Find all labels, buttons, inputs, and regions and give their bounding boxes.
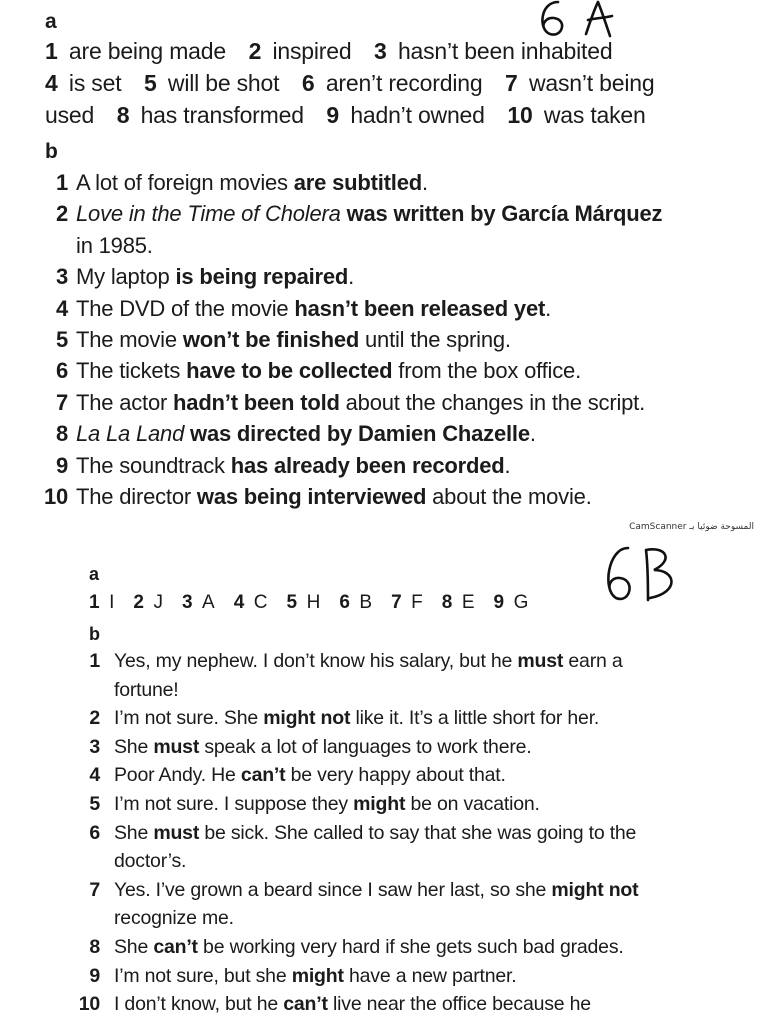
answer-text: E (461, 592, 475, 613)
part-a-answer-line (45, 102, 646, 129)
item-number: 8 (55, 421, 68, 447)
answer-text: has transformed (140, 102, 304, 128)
plain-text: . (504, 452, 511, 478)
plain-text: Yes, my nephew. I don’t know his salary, but he (114, 650, 518, 672)
plain-text: earn a (563, 650, 623, 672)
answer-number: 4 (45, 70, 58, 96)
item-text (114, 822, 636, 845)
bold-answer: must (153, 821, 200, 844)
answer-number: 9 (493, 592, 505, 613)
answer-text: hasn’t been inhabited (397, 38, 613, 64)
item-number: 9 (89, 964, 100, 987)
plain-text: The movie (76, 327, 183, 352)
answer-text: F (411, 592, 423, 613)
answer-text: B (359, 592, 373, 613)
bold-answer: hasn’t been released yet (294, 295, 546, 321)
item-number: 3 (55, 264, 68, 290)
answer-number: 1 (89, 592, 100, 613)
bold-answer: has already been recorded (230, 452, 505, 478)
answer-number: 8 (441, 592, 453, 613)
plain-text: . (545, 295, 552, 321)
plain-text: The tickets (76, 358, 187, 384)
answer-number: 1 (45, 38, 58, 64)
item-text (76, 233, 153, 259)
answer-text: A (202, 592, 215, 613)
item-number: 2 (55, 201, 68, 227)
plain-text: A lot of foreign movies (76, 170, 294, 195)
answer-text: is set (68, 70, 122, 96)
answer-number: 3 (374, 38, 387, 64)
bold-answer: might (353, 793, 406, 815)
answer-text: J (153, 592, 163, 613)
camscanner-watermark: المسوحة ضوئيا بـ CamScanner (629, 522, 754, 532)
plain-text: The soundtrack (76, 452, 231, 478)
item-text (114, 650, 623, 673)
item-text (114, 679, 179, 702)
plain-text: from the box office. (392, 358, 581, 384)
item-number: 7 (55, 389, 68, 415)
plain-text: speak a lot of languages to work there. (199, 735, 532, 758)
item-number: 2 (89, 707, 100, 730)
plain-text: about the changes in the script. (339, 389, 646, 415)
plain-text: I’m not sure. I suppose they (114, 793, 354, 815)
answer-number: 2 (248, 38, 262, 64)
part-b-letter: b (45, 140, 58, 163)
bold-answer: was directed by Damien Chazelle (190, 421, 530, 447)
bold-answer: can’t (283, 993, 328, 1016)
part-a-answer-line (45, 38, 612, 65)
bold-answer: was being interviewed (196, 484, 427, 509)
bold-answer: is being repaired (175, 264, 349, 290)
item-text (114, 850, 186, 873)
plain-text: be very happy about that. (285, 764, 506, 787)
item-text (114, 965, 516, 988)
item-text (76, 390, 645, 416)
answer-number: 4 (233, 592, 245, 613)
answer-number: 2 (133, 592, 144, 613)
bold-answer: was written by García Márquez (346, 201, 663, 227)
item-text (76, 421, 536, 447)
plain-text: I don’t know, but he (114, 993, 284, 1016)
item-number: 8 (89, 936, 100, 958)
plain-text: have a new partner. (343, 964, 517, 987)
answer-text: used (45, 102, 95, 128)
bold-answer: won’t be finished (182, 327, 360, 352)
item-text (76, 201, 662, 227)
item-number: 7 (89, 878, 100, 901)
item-text (76, 264, 354, 290)
answer-text: will be shot (167, 70, 280, 96)
bold-answer: are subtitled (293, 170, 422, 195)
item-text (76, 358, 581, 384)
answer-text: aren’t recording (325, 70, 483, 96)
answer-page-6b (0, 520, 768, 1024)
item-number: 3 (89, 735, 100, 758)
plain-text: The actor (76, 389, 174, 415)
answer-number: 10 (507, 102, 533, 128)
bold-answer: can’t (240, 764, 286, 787)
italic-title: Love in the Time of Cholera (76, 201, 341, 227)
bold-answer: must (517, 650, 564, 672)
plain-text: The DVD of the movie (76, 295, 295, 321)
answer-text: G (513, 592, 529, 613)
italic-title: La La Land (76, 421, 185, 447)
bold-answer: might (291, 964, 344, 987)
plain-text: fortune! (114, 678, 179, 701)
item-number: 10 (44, 484, 69, 509)
bold-answer: can’t (153, 936, 198, 958)
plain-text: in 1985. (76, 232, 153, 258)
part-a-letter: a (45, 10, 57, 33)
item-text (76, 296, 551, 322)
item-number: 6 (55, 358, 68, 384)
answer-text: hadn’t owned (350, 102, 485, 128)
item-text (114, 879, 638, 902)
plain-text: be on vacation. (405, 793, 540, 815)
item-number: 4 (55, 295, 68, 321)
item-number: 4 (89, 764, 100, 787)
item-text (76, 453, 510, 479)
item-text (76, 327, 511, 353)
answer-number: 9 (326, 102, 339, 128)
plain-text: live near the office because he (327, 993, 591, 1016)
answer-number: 5 (286, 592, 298, 613)
handwritten-label-6b (598, 544, 684, 606)
item-number: 9 (55, 452, 68, 478)
item-number: 1 (89, 650, 100, 672)
plain-text: The director (76, 484, 197, 509)
plain-text: . (421, 170, 428, 195)
item-text (114, 993, 591, 1016)
item-number: 1 (55, 170, 68, 195)
answer-number: 5 (144, 70, 157, 96)
bold-answer: have to be collected (186, 358, 393, 384)
answer-number: 6 (339, 592, 350, 613)
answer-text: are being made (68, 38, 226, 64)
answer-text: inspired (272, 38, 352, 64)
part-a-answer-line (45, 70, 654, 97)
answer-number: 6 (301, 70, 315, 96)
plain-text: My laptop (76, 264, 176, 290)
item-text (76, 484, 592, 510)
plain-text: be working very hard if she gets such bad grades. (197, 936, 624, 958)
plain-text: I’m not sure, but she (114, 964, 292, 987)
plain-text: about the movie. (426, 484, 592, 509)
item-number: 10 (78, 993, 100, 1016)
plain-text: She (114, 735, 154, 758)
plain-text: She (114, 936, 154, 958)
answer-number: 7 (505, 70, 518, 96)
plain-text: like it. It’s a little short for her. (350, 707, 600, 730)
item-text (114, 936, 624, 959)
item-text (76, 170, 428, 196)
plain-text: until the spring. (359, 327, 511, 352)
part-b-letter: b (89, 624, 100, 644)
bold-answer: hadn’t been told (173, 389, 340, 415)
part-a-answer-line (89, 592, 528, 614)
item-text (114, 736, 532, 759)
plain-text: be sick. She called to say that she was going to the (199, 821, 637, 844)
answer-text: I (109, 592, 115, 613)
item-text (114, 707, 599, 730)
plain-text: Yes. I’ve grown a beard since I saw her last, so she (114, 878, 552, 901)
part-a-letter: a (89, 564, 100, 584)
plain-text: . (529, 421, 536, 447)
answer-text: H (306, 592, 321, 613)
plain-text: doctor’s. (114, 850, 187, 873)
bold-answer: must (153, 735, 200, 758)
answer-number: 7 (391, 592, 402, 613)
item-text (114, 793, 540, 816)
bold-answer: might not (551, 878, 639, 901)
item-text (114, 907, 234, 930)
answer-text: was taken (543, 102, 646, 128)
plain-text: Poor Andy. He (114, 764, 241, 787)
bold-answer: might not (263, 707, 351, 730)
item-number: 6 (89, 821, 100, 844)
item-text (114, 764, 506, 787)
plain-text: I’m not sure. She (114, 707, 264, 730)
plain-text: She (114, 821, 154, 844)
answer-text: C (253, 592, 268, 613)
answer-text: wasn’t being (528, 70, 655, 96)
plain-text: . (348, 264, 355, 290)
handwritten-label-6a (528, 0, 620, 40)
answer-number: 8 (116, 102, 130, 128)
item-number: 5 (55, 327, 68, 352)
item-number: 5 (89, 793, 100, 815)
answer-number: 3 (181, 592, 193, 613)
plain-text: recognize me. (114, 907, 234, 930)
